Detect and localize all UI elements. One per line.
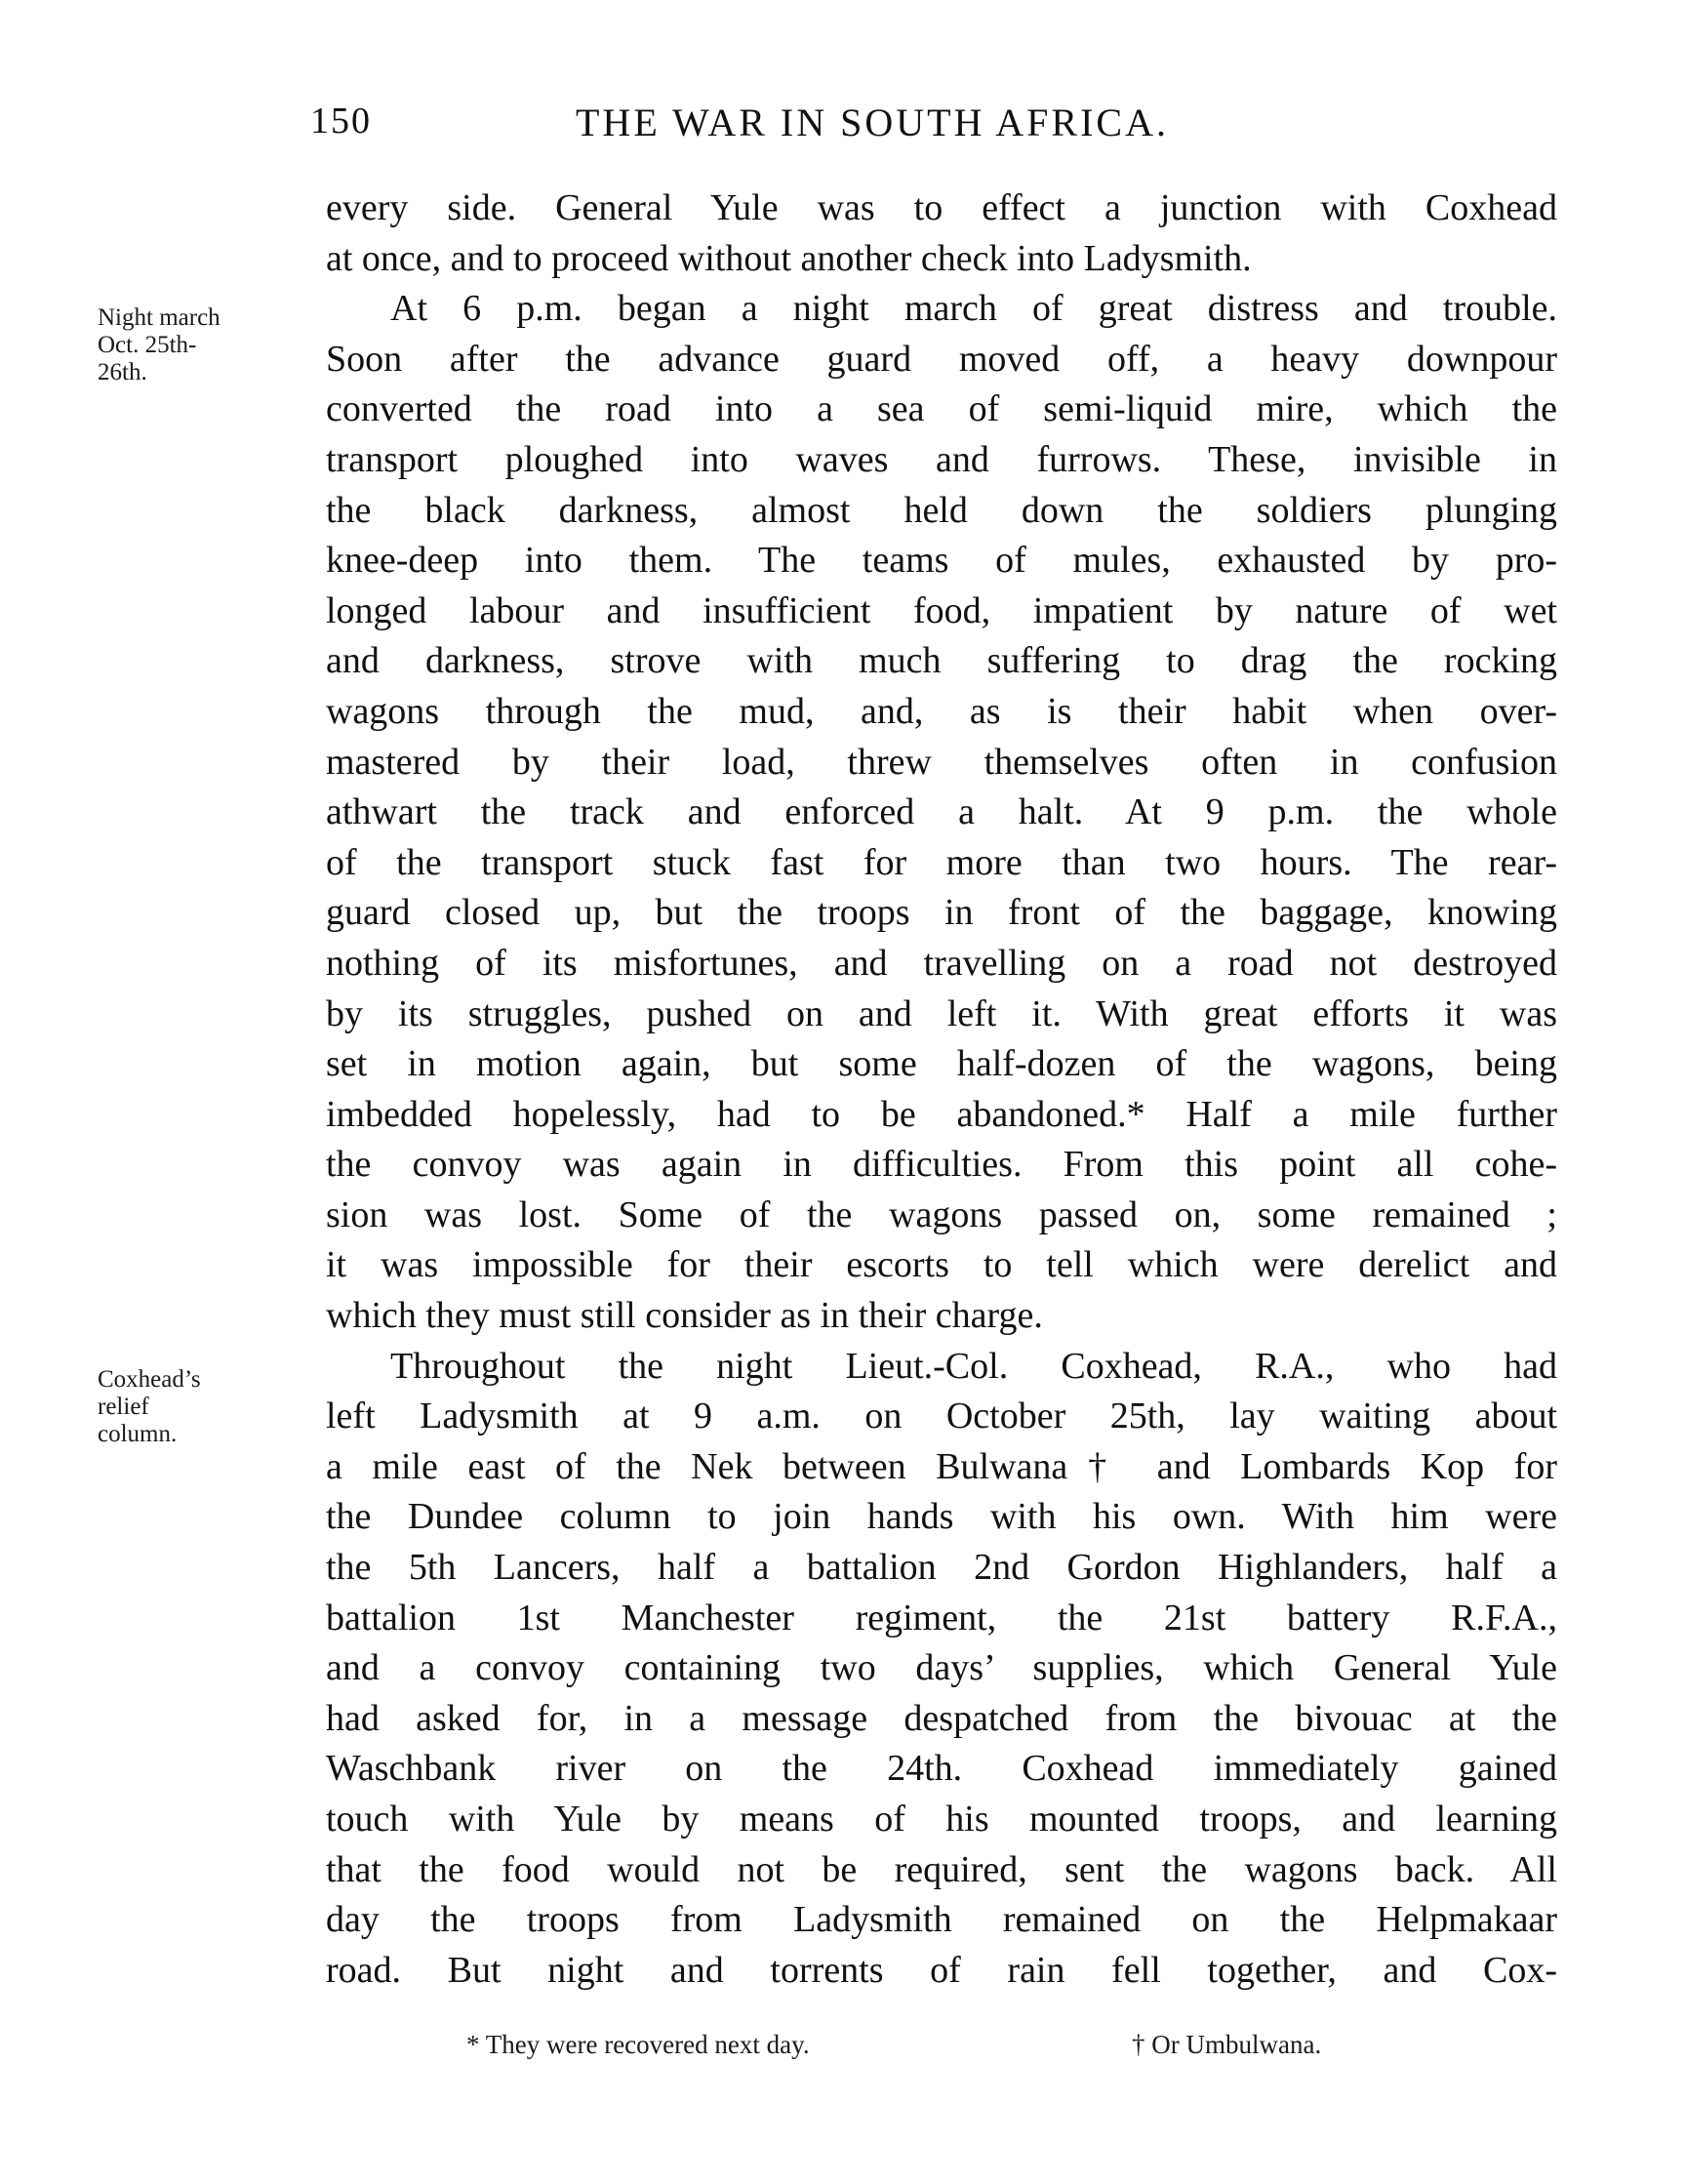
text-line: road. But night and torrents of rain fell together, and Cox-	[326, 1949, 1557, 1991]
text-line: by its struggles, pushed on and left it. With great efforts it was	[326, 992, 1557, 1034]
text-line: and darkness, strove with much suffering to drag the rocking	[326, 640, 1557, 682]
margin-note-night-march	[98, 304, 293, 386]
text-line: a mile east of the Nek between Bulwana† and Lombards Kop for	[326, 1445, 1557, 1487]
text-line: the 5th Lancers, half a battalion 2nd Gordon Highlanders, half a	[326, 1547, 1557, 1589]
margin-note-line: 26th.	[98, 359, 147, 385]
margin-note-line: Oct. 25th-	[98, 332, 197, 358]
margin-note-line: column.	[98, 1421, 178, 1447]
text-line: knee-deep into them. The teams of mules, exhausted by pro-	[326, 540, 1557, 582]
margin-note-line: relief	[98, 1394, 149, 1420]
text-line: longed labour and insufficient food, impatient by nature of wet	[326, 589, 1557, 631]
margin-note-line: Night march	[98, 304, 221, 331]
text-line: of the transport stuck fast for more than two hours. The rear-	[326, 841, 1557, 883]
text-line: converted the road into a sea of semi-liquid mire, which the	[326, 388, 1557, 430]
text-line: nothing of its misfortunes, and travelling on a road not destroyed	[326, 942, 1557, 984]
margin-note-line: Coxhead’s	[98, 1366, 201, 1393]
text-line: at once, and to proceed without another check into Ladysmith.	[326, 237, 1252, 279]
text-line: Waschbank river on the 24th. Coxhead immediately gained	[326, 1748, 1557, 1790]
text-line: the black darkness, almost held down the soldiers plunging	[326, 489, 1557, 531]
text-line: touch with Yule by means of his mounted troops, and learning	[326, 1799, 1557, 1840]
text-line: set in motion again, but some half-dozen of the wagons, being	[326, 1043, 1557, 1085]
running-head	[0, 100, 1686, 158]
text-line: it was impossible for their escorts to tell which were derelict and	[326, 1244, 1557, 1286]
text-line: left Ladysmith at 9 a.m. on October 25th, lay waiting about	[326, 1395, 1557, 1437]
text-line: battalion 1st Manchester regiment, the 21st battery R.F.A.,	[326, 1597, 1557, 1638]
text-line: transport ploughed into waves and furrows. These, invisible in	[326, 438, 1557, 480]
paragraph-start-line: At 6 p.m. began a night march of great distress and trouble.	[390, 288, 1557, 330]
text-line: the convoy was again in difficulties. From this point all cohe-	[326, 1144, 1557, 1186]
margin-note-coxhead-relief	[98, 1366, 293, 1448]
text-line: sion was lost. Some of the wagons passed on, some remained ;	[326, 1193, 1557, 1235]
running-title: THE WAR IN SOUTH AFRICA.	[576, 101, 1169, 144]
text-line: which they must still consider as in their charge.	[326, 1295, 1043, 1337]
paragraph-start-line: Throughout the night Lieut.-Col. Coxhead, R.A., who had	[390, 1345, 1557, 1387]
text-line: every side. General Yule was to effect a junction with Coxhead	[326, 187, 1557, 228]
text-line: wagons through the mud, and, as is their habit when over-	[326, 690, 1557, 732]
text-line: guard closed up, but the troops in front of the baggage, knowing	[326, 892, 1557, 934]
page-number: 150	[310, 101, 372, 142]
text-line: had asked for, in a message despatched from the bivouac at the	[326, 1697, 1557, 1739]
text-line: day the troops from Ladysmith remained on the Helpmakaar	[326, 1899, 1557, 1941]
body-text	[326, 183, 1557, 1996]
text-line: the Dundee column to join hands with his own. With him were	[326, 1496, 1557, 1538]
text-line: that the food would not be required, sent the wagons back. All	[326, 1848, 1557, 1890]
text-line: mastered by their load, threw themselves often in confusion	[326, 741, 1557, 783]
text-line: imbedded hopelessly, had to be abandoned.* Half a mile further	[326, 1093, 1557, 1135]
text-line: Soon after the advance guard moved off, a heavy downpour	[326, 338, 1557, 380]
text-line: and a convoy containing two days’ supplies, which General Yule	[326, 1647, 1557, 1689]
text-line: athwart the track and enforced a halt. At 9 p.m. the whole	[326, 791, 1557, 833]
footnote-asterisk: * They were recovered next day.	[466, 2030, 810, 2059]
footnote-dagger: † Or Umbulwana.	[1132, 2030, 1322, 2059]
